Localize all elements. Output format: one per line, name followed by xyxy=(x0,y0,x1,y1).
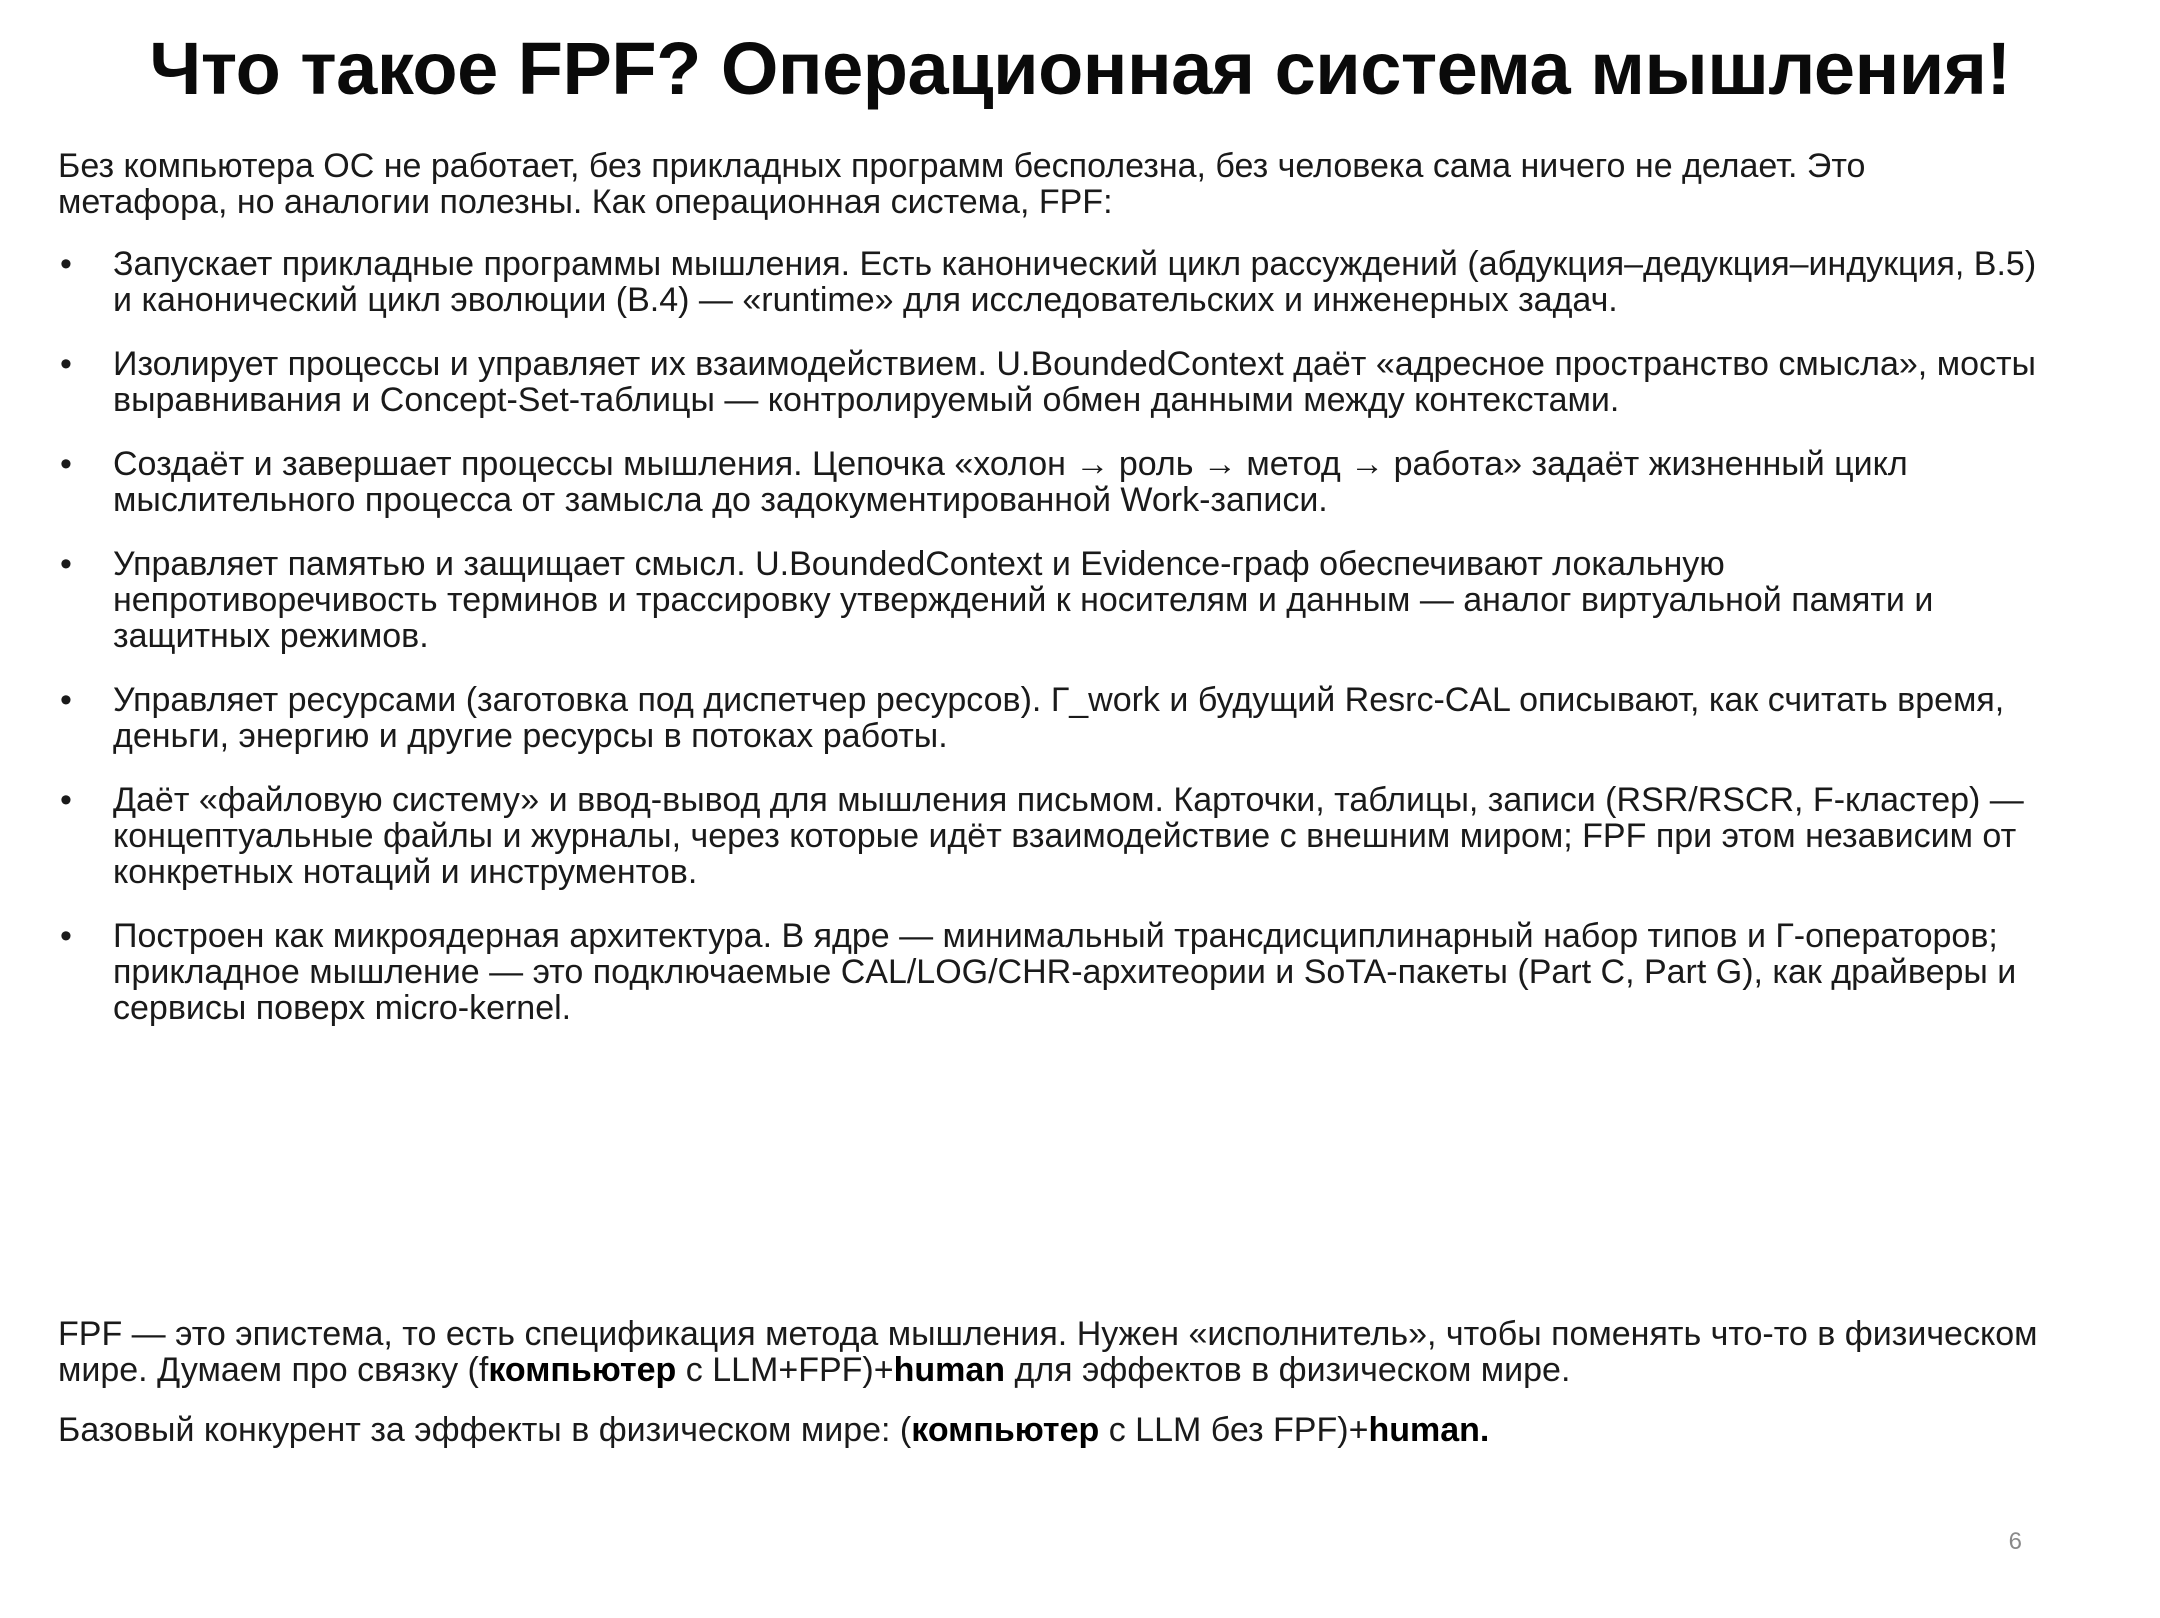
intro-paragraph: Без компьютера ОС не работает, без прикладных программ бесполезна, без человека сама ничего не делает. Это метафора, но аналогии полезны. Как операционная система, FPF: xyxy=(58,147,1866,221)
bullet-text: Создаёт и завершает процессы мышления. Цепочка «холон → роль → метод → работа» задаёт жизненный цикл мыслительного процесса от замысла до задокументированной Work-записи. xyxy=(113,445,1908,519)
bullet-item xyxy=(58,682,2048,754)
bullet-text: Построен как микроядерная архитектура. В ядре — минимальный трансдисциплинарный набор типов и Г-операторов; прикладное мышление — это подключаемые CAL/LOG/CHR-архитеории и SoTA-пакеты (Part C, Part G), как драйверы и сервисы поверх micro-kernel. xyxy=(113,917,2017,1027)
outro-paragraph-epistema xyxy=(58,1316,2038,1388)
slide-title: Что такое FPF? Операционная система мышления! xyxy=(149,27,2011,110)
outro-text: с LLM без FPF)+ xyxy=(1099,1411,1369,1449)
outro-bold-human: human xyxy=(893,1351,1006,1389)
outro xyxy=(58,1316,2038,1472)
bullet-item xyxy=(58,446,2048,518)
page-number: 6 xyxy=(2008,1528,2022,1555)
bullet-text: Управляет ресурсами (заготовка под диспетчер ресурсов). Г_work и будущий Resrc-CAL описывают, как считать время, деньги, энергию и другие ресурсы в потоках работы. xyxy=(113,681,2005,755)
outro-text: FPF — это эпистема, то есть спецификация метода мышления. Нужен «исполнитель», чтобы поменять что-то в физическом мире. Думаем про связку (f xyxy=(58,1315,2038,1389)
bullet-text: Изолирует процессы и управляет их взаимодействием. U.BoundedContext даёт «адресное пространство смысла», мосты выравнивания и Concept-Set-таблицы — контролируемый обмен данными между контекстами. xyxy=(113,345,2036,419)
outro-text: для эффектов в физическом мире. xyxy=(1005,1351,1571,1389)
bullet-marker: • xyxy=(60,681,72,719)
outro-text: с LLM+FPF)+ xyxy=(676,1351,894,1389)
bullet-marker: • xyxy=(60,245,72,283)
outro-paragraph-competitor xyxy=(58,1412,2038,1448)
bullet-text: Даёт «файловую систему» и ввод-вывод для мышления письмом. Карточки, таблицы, записи (RSR/RSCR, F-кластер) — концептуальные файлы и журналы, через которые идёт взаимодействие с внешним миром; FPF при этом независим от конкретных нотаций и инструментов. xyxy=(113,781,2024,891)
outro-bold-human: human. xyxy=(1368,1411,1490,1449)
bullet-item xyxy=(58,246,2048,318)
bullet-marker: • xyxy=(60,917,72,955)
bullet-text: Запускает прикладные программы мышления. Есть канонический цикл рассуждений (абдукция–дедукция–индукция, B.5) и канонический цикл эволюции (B.4) — «runtime» для исследовательских и инженерных задач. xyxy=(113,245,2037,319)
bullet-marker: • xyxy=(60,445,72,483)
bullet-item xyxy=(58,918,2048,1026)
outro-text: Базовый конкурент за эффекты в физическом мире: ( xyxy=(58,1411,912,1449)
bullet-item xyxy=(58,546,2048,654)
bullet-text: Управляет памятью и защищает смысл. U.BoundedContext и Evidence-граф обеспечивают локальную непротиворечивость терминов и трассировку утверждений к носителям и данным — аналог виртуальной памяти и защитных режимов. xyxy=(113,545,1934,655)
bullet-item xyxy=(58,782,2048,890)
bullet-item xyxy=(58,346,2048,418)
outro-bold-computer: компьютер xyxy=(488,1351,677,1389)
bullet-marker: • xyxy=(60,345,72,383)
bullet-marker: • xyxy=(60,781,72,819)
bullet-marker: • xyxy=(60,545,72,583)
outro-bold-computer: компьютер xyxy=(911,1411,1100,1449)
bullet-list xyxy=(58,246,2048,1054)
